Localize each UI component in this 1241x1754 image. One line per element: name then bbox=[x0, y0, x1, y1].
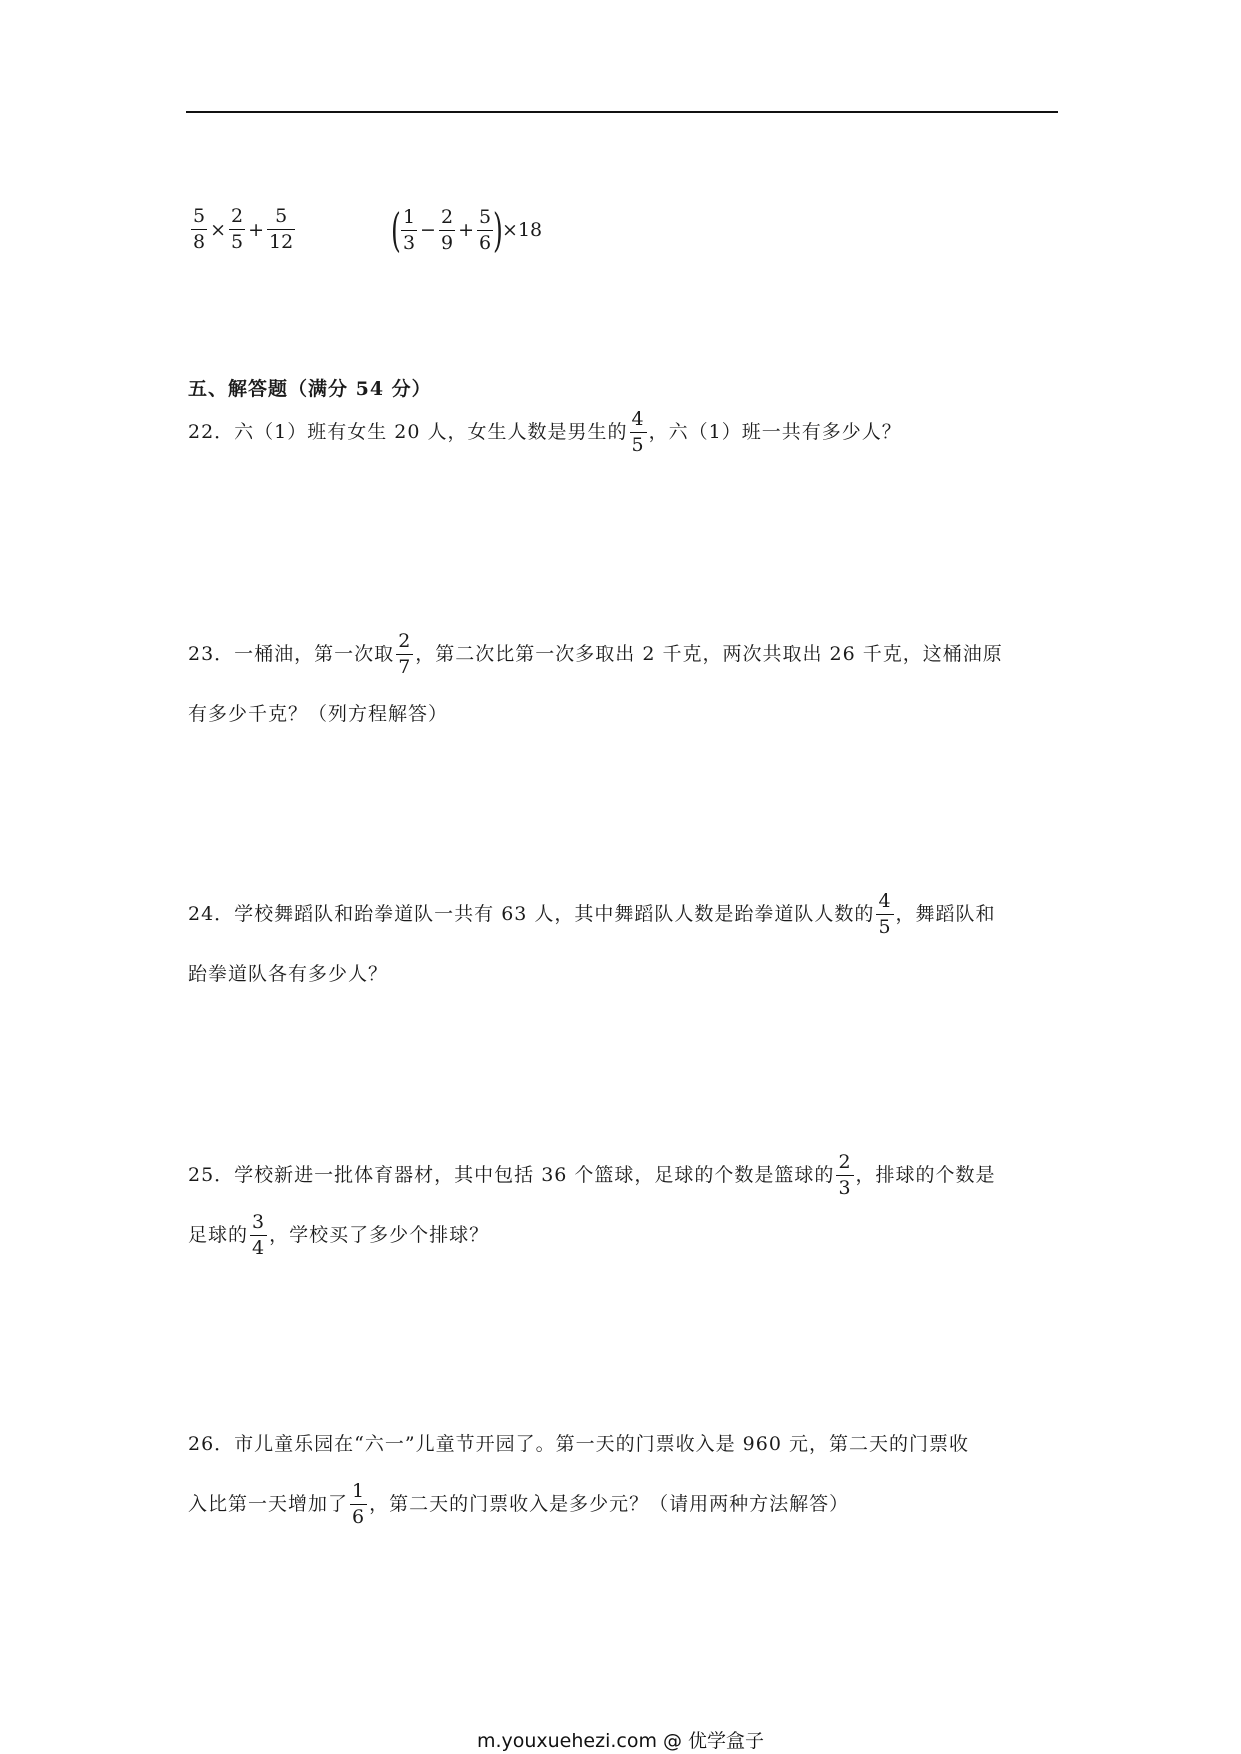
question-text: 22．六（1）班有女生 20 人，女生人数是男生的 bbox=[188, 420, 628, 443]
question-22 bbox=[188, 407, 1060, 456]
question-text: 跆拳道队各有多少人？ bbox=[188, 962, 389, 985]
question-text: ，第二天的门票收入是多少元？（请用两种方法解答） bbox=[369, 1492, 850, 1515]
fraction: $\frac{4}{5}$ bbox=[631, 407, 645, 456]
fraction: $\frac{2}{9}$ bbox=[440, 205, 454, 254]
question-24 bbox=[188, 889, 1060, 994]
question-text: ，第二次比第一次多取出 2 千克，两次共取出 26 千克，这桶油原 bbox=[415, 642, 1003, 665]
multiplier: ×18 bbox=[502, 219, 543, 241]
question-text: ，排球的个数是 bbox=[855, 1163, 996, 1186]
fraction: $\frac{4}{5}$ bbox=[878, 889, 892, 938]
fraction: $\frac{5}{6}$ bbox=[478, 205, 492, 254]
calc-expression-2 bbox=[391, 203, 543, 257]
fraction: $\frac{5}{8}$ bbox=[193, 205, 206, 253]
question-25 bbox=[188, 1150, 1060, 1259]
fraction: $\frac{3}{4}$ bbox=[252, 1210, 266, 1259]
operator: × bbox=[210, 218, 227, 241]
left-paren: ( bbox=[391, 203, 401, 257]
fraction: $\frac{2}{5}$ bbox=[231, 205, 244, 253]
calc-expression-1 bbox=[189, 207, 297, 252]
question-text: 26．市儿童乐园在“六一”儿童节开园了。第一天的门票收入是 960 元，第二天的门票收 bbox=[188, 1432, 969, 1455]
question-text: ，六（1）班一共有多少人？ bbox=[648, 420, 902, 443]
question-23 bbox=[188, 629, 1060, 734]
operator: + bbox=[248, 218, 265, 241]
operator: + bbox=[458, 219, 474, 241]
question-text: 25．学校新进一批体育器材，其中包括 36 个篮球，足球的个数是篮球的 bbox=[188, 1163, 835, 1186]
question-text: 入比第一天增加了 bbox=[188, 1492, 349, 1515]
fraction: $\frac{5}{12}$ bbox=[269, 205, 294, 253]
question-text: ，学校买了多少个排球？ bbox=[269, 1223, 490, 1246]
question-text: ，舞蹈队和 bbox=[895, 902, 996, 925]
header-rule bbox=[186, 111, 1058, 113]
question-26 bbox=[188, 1424, 1060, 1528]
fraction: $\frac{1}{6}$ bbox=[352, 1479, 366, 1528]
question-text: 足球的 bbox=[188, 1223, 249, 1246]
question-text: 24．学校舞蹈队和跆拳道队一共有 63 人，其中舞蹈队人数是跆拳道队人数的 bbox=[188, 902, 875, 925]
section-title: 五、解答题（满分 54 分） bbox=[188, 378, 432, 400]
question-text: 有多少千克？（列方程解答） bbox=[188, 702, 449, 725]
right-paren: ) bbox=[493, 203, 503, 257]
question-text: 23．一桶油，第一次取 bbox=[188, 642, 395, 665]
footer-watermark: m.youxuehezi.com @ 优学盒子 bbox=[476, 1730, 765, 1752]
fraction: $\frac{2}{7}$ bbox=[398, 629, 412, 678]
fraction: $\frac{2}{3}$ bbox=[838, 1150, 852, 1199]
fraction: $\frac{1}{3}$ bbox=[402, 205, 416, 254]
operator: − bbox=[420, 219, 436, 241]
